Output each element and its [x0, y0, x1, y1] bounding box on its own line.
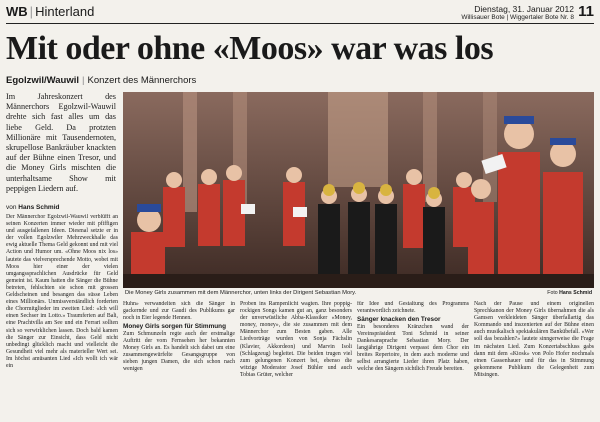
subhead: Egolzwil/Wauwil | Konzert des Männerchors	[6, 75, 197, 86]
body-column-5: Nach der Pause und einem originellen Sprechkanon der Money Girls übernahmen die als Gamsen verkleideten Sänger überfallartig das Kommando und inszenierten auf der Bühne einen auch musikalisch spektakulären Bankübefall. «Wer soll das bezahlen?» lautete sinngerweise die Frage im nächsten Lied. Zum Konzertabschluss gabs dann mit dem «Kiosk» von Polo Hofer nochmals einen Gassenhauer und für das in Stimmung gekommene Publikum die Gelegenheit zum Mitsingen.	[474, 301, 594, 378]
byline: von Hans Schmid	[6, 204, 60, 211]
author: Hans Schmid	[18, 204, 60, 211]
masthead	[6, 3, 594, 24]
lead-paragraph: Im Jahreskonzert des Männerchors Egolzwil-Wauwil drehte sich fast alles um das liebe Geld. Da protzten Millionäre mit Tausendernoten, skrupellose Bankräuber knackten auf der Bühne einen Tresor, und die Money Girls mischten die unterhaltsame Show mit peppigen Liedern auf.	[6, 92, 116, 193]
body-column-2: Huhn» verwandelten sich die Sänger in gackernde und zur Gaudi des Publikums gar noch in Eier legende Hennen. Money Girls sorgen für Stimmung Zum Schmunzeln regte auch der erstmalige Auftritt der vom Fernsehen her bekannten Money Girls an. Es handelt sich dabei um eine zusammengewürfelte Gesangsgruppe von sieben jungen Damen, die sich schon nach wenigen	[123, 301, 235, 373]
topic: Konzert des Männerchors	[87, 75, 197, 86]
paper-name: Willisauer Bote | Wiggertaler Bote Nr. 8	[461, 14, 574, 21]
section-name: Hinterland	[35, 4, 95, 19]
paper-logo: WB	[6, 4, 28, 19]
issue-date: Dienstag, 31. Januar 2012	[474, 4, 574, 14]
publication-info	[461, 4, 574, 22]
concert-photo	[123, 92, 594, 288]
photo-caption: Die Money Girls zusammen mit dem Männerchor, unten links der Dirigent Sebastian Mory.	[125, 290, 357, 296]
body-column-1: Der Männerchor Egolzwil-Wauwil verblüfft an seinen Konzerten immer wieder mit pfiffigen und ausgefallenen Ideen. Diesmal setzte er in der vollen Egolzwiler Mehrzweckhalle das ewig aktuelle Thema Geld gekonnt und mit viel Action und Humor um. «Ohne Moos nix los» lautete das vielversprechende Motto, wobei mit Moos hier einer der vielen umgangssprachlichen Ausdrücke für Geld gemeint ist. Kaum hatten die Sänger die Bühne betreten, fehlschten sie schon mit grossen Geldscheinen und besangen das süsse Leben eines Millionärs. Unmissverständlich forderten die Chormitglieder im zweiten Lied: «Ich will einen Sechser im Lotto.» Traumferien auf Bali, eine Prachtvilla am See und ein Ferrari sollten sich so verwirklichen lassen. Doch bald kamen die Sänger zur Einsicht, dass Geld nicht unbedingt glücklich macht und vielleicht die Gesundheit viel mehr als materieller Wert sei. Im höchst amüsanten Lied «Ich wollt ich wär ein	[6, 214, 118, 369]
photo-illustration	[123, 92, 594, 288]
headline: Mit oder ohne «Moos» war was los	[6, 30, 494, 67]
location: Egolzwil/Wauwil	[6, 75, 80, 86]
section-label: WB | Hinterland	[6, 4, 95, 19]
body-column-4: für Idee und Gestaltung des Programms verantwortlich zeichnete. Sänger knacken den Tresor Ein besonderes Kränzchen wand der Vereinspräsident Toni Schmid in seiner Dankesansprache Sebastian Mory. Der langjährige Dirigent verpasst dem Chor ein breites Repertoire, in dem auch moderne und selbst arrangierte Lieder ihren Platz haben, welche den Sängern sichtlich Freude bereiten.	[357, 301, 469, 373]
subheading-tresor: Sänger knacken den Tresor	[357, 316, 441, 324]
page-number: 11	[578, 3, 594, 20]
body-column-3: Proben ins Rampenlicht wagten. Ihre poppig-rockigen Songs kamen gut an, ganz besonders der unverwüstliche Abba-Klassiker «Money, money, money», die sie zusammen mit dem Männerchor zum Besten gaben. Alle Liedvorträge wurden von Sonja Fächslin (Klavier, Akkordeon) und Marvin Isoli (Schlagzeug) begleitet. Die beiden trugen viel zum gelungenen Konzert bei, ebenso die witzige Moderator Josef Bühler und auch Tobias Grüter, welcher	[240, 301, 352, 378]
subheading-money-girls: Money Girls sorgen für Stimmung	[123, 323, 226, 331]
photo-credit: Foto Hans Schmid	[547, 290, 592, 296]
